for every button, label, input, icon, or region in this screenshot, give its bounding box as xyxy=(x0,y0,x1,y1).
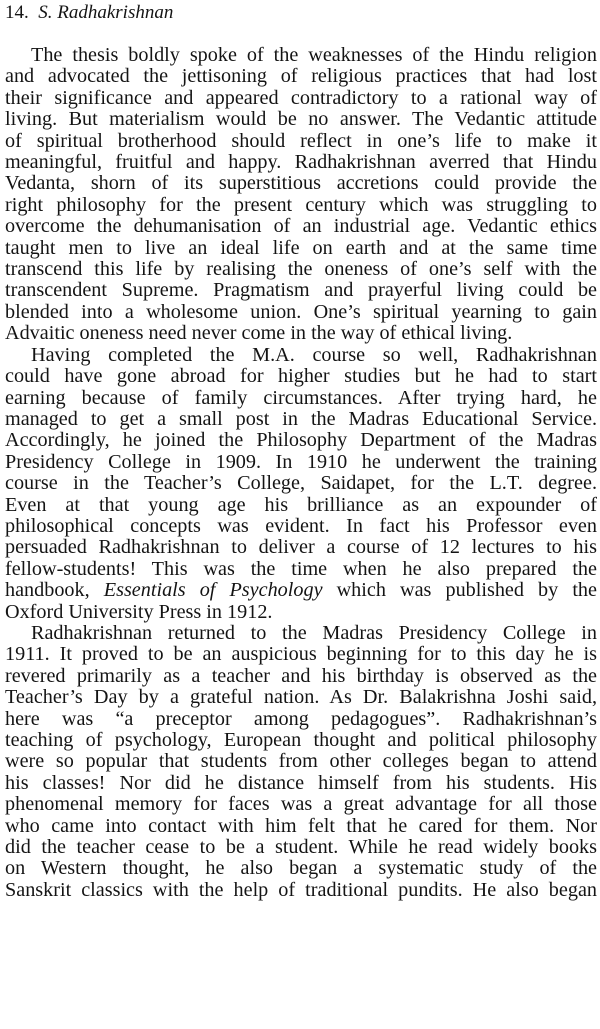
running-header xyxy=(5,2,173,24)
text-line: Having completed the M.A. course so well, Radhakrishnan xyxy=(31,343,597,366)
text-line: who came into contact with him felt that he cared for them. Nor xyxy=(5,814,597,837)
text-line: fellow-students! This was the time when he also prepared the xyxy=(5,557,597,580)
text-line: of spiritual brotherhood should reflect in one’s life to make it xyxy=(5,129,597,152)
text-line: here was “a preceptor among pedagogues”. Radhakrishnan’s xyxy=(5,707,597,730)
running-head-author: S. Radhakrishnan xyxy=(38,2,174,23)
page-number: 14. xyxy=(5,2,29,23)
text-line: living. But materialism would be no answer. The Vedantic attitude xyxy=(5,108,597,131)
text-line: his classes! Nor did he distance himself from his students. His xyxy=(5,771,597,794)
text-line: did the teacher cease to be a student. While he read widely books xyxy=(5,836,597,859)
text-line: blended into a wholesome union. One’s spiritual yearning to gain xyxy=(5,300,597,323)
text-line: transcendent Supreme. Pragmatism and prayerful living could be xyxy=(5,279,597,302)
text-line: Even at that young age his brilliance as an expounder of xyxy=(5,493,597,516)
text-line: right philosophy for the present century which was struggling to xyxy=(5,193,597,216)
text-line: The thesis boldly spoke of the weaknesses of the Hindu religion xyxy=(31,44,597,66)
text-line: earning because of family circumstances. After trying hard, he xyxy=(5,386,597,409)
text-line: phenomenal memory for faces was a great advantage for all those xyxy=(5,793,597,816)
text-line: their significance and appeared contradictory to a rational way of xyxy=(5,86,597,109)
text-line: taught men to live an ideal life on earth and at the same time xyxy=(5,236,597,259)
text-line: managed to get a small post in the Madras Educational Service. xyxy=(5,407,597,430)
text-line: meaningful, fruitful and happy. Radhakrishnan averred that Hindu xyxy=(5,151,597,174)
text-line: Advaitic oneness need never come in the way of ethical living. xyxy=(5,322,513,345)
text-line: on Western thought, he also began a systematic study of the xyxy=(5,857,597,880)
text-line: overcome the dehumanisation of an industrial age. Vedantic ethics xyxy=(5,215,597,238)
paragraph-3 xyxy=(5,623,597,901)
text-line: course in the Teacher’s College, Saidapet, for the L.T. degree. xyxy=(5,472,597,495)
text-line xyxy=(5,580,597,601)
text-line: philosophical concepts was evident. In fact his Professor even xyxy=(5,514,597,537)
paragraph-1 xyxy=(5,45,597,345)
text-line: Teacher’s Day by a grateful nation. As Dr. Balakrishna Joshi said, xyxy=(5,686,597,709)
text-fragment: which was published by the xyxy=(322,579,597,602)
text-line: Accordingly, he joined the Philosophy Department of the Madras xyxy=(5,429,597,452)
text-line: could have gone abroad for higher studies but he had to start xyxy=(5,365,597,388)
text-line: Vedanta, shorn of its superstitious accretions could provide the xyxy=(5,172,597,195)
text-line: transcend this life by realising the oneness of one’s self with the xyxy=(5,258,597,281)
text-line: Presidency College in 1909. In 1910 he underwent the training xyxy=(5,450,597,473)
text-line: 1911. It proved to be an auspicious beginning for to this day he is xyxy=(5,643,597,666)
text-line: Oxford University Press in 1912. xyxy=(5,600,273,623)
book-title: Essentials of Psychology xyxy=(103,579,323,602)
text-line: teaching of psychology, European thought and political philosophy xyxy=(5,729,597,751)
text-line: were so popular that students from other colleges began to attend xyxy=(5,750,597,773)
text-fragment: handbook, xyxy=(5,579,104,602)
text-line: Radhakrishnan returned to the Madras Presidency College in xyxy=(31,621,597,644)
paragraph-2 xyxy=(5,345,597,623)
text-line: and advocated the jettisoning of religious practices that had lost xyxy=(5,65,597,88)
text-line: Sanskrit classics with the help of traditional pundits. He also began xyxy=(5,878,597,901)
text-line: revered primarily as a teacher and his birthday is observed as the xyxy=(5,664,597,687)
text-line: persuaded Radhakrishnan to deliver a course of 12 lectures to his xyxy=(5,536,597,559)
body-text xyxy=(5,45,597,901)
